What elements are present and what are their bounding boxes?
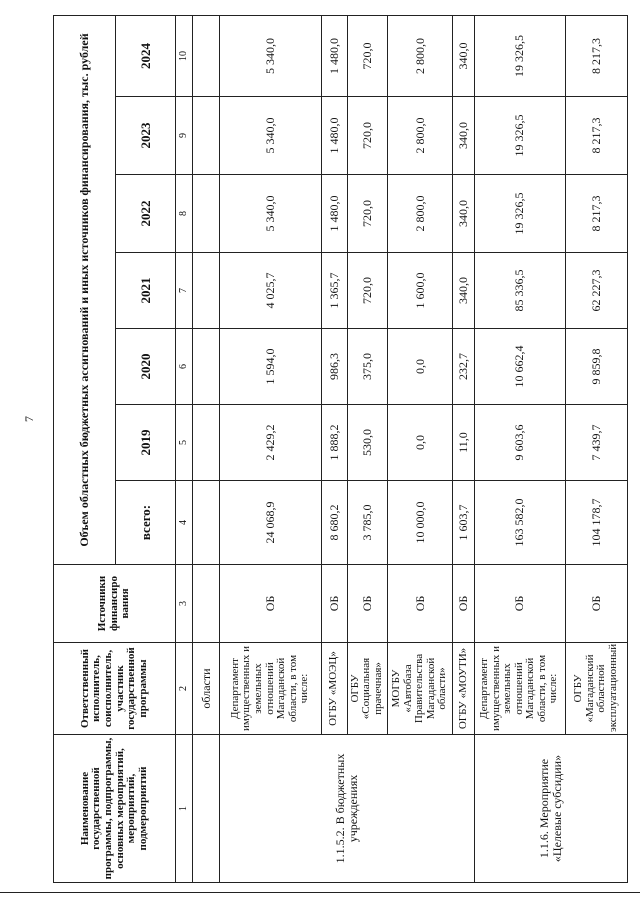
value-2019: 0,0: [387, 405, 452, 481]
value-2024: 19 326,5: [474, 16, 565, 97]
value-total: 10 000,0: [387, 481, 452, 565]
value-total: 1 603,7: [453, 481, 474, 565]
value-2023: 1 480,0: [321, 97, 347, 175]
value-2022: 340,0: [453, 175, 474, 253]
col-number: 10: [176, 16, 193, 97]
value-2019: 9 603,6: [474, 405, 565, 481]
value-2024: 340,0: [453, 16, 474, 97]
value-2020: 9 859,8: [565, 329, 627, 405]
col-number: 1: [176, 735, 193, 883]
value-2024: 8 217,3: [565, 16, 627, 97]
col-number: 4: [176, 481, 193, 565]
budget-table: [53, 15, 628, 883]
header-year-2023: 2023: [116, 97, 176, 175]
value-2024: 5 340,0: [219, 16, 321, 97]
value-2019: 11,0: [453, 405, 474, 481]
value-2020: 375,0: [347, 329, 387, 405]
source: ОБ: [219, 565, 321, 643]
header-total: всего:: [116, 481, 176, 565]
header-year-2019: 2019: [116, 405, 176, 481]
value-2022: 5 340,0: [219, 175, 321, 253]
value-2024: 1 480,0: [321, 16, 347, 97]
value-2023: 340,0: [453, 97, 474, 175]
value-2020: 986,3: [321, 329, 347, 405]
source: ОБ: [321, 565, 347, 643]
value-total: 163 582,0: [474, 481, 565, 565]
value-2020: 10 662,4: [474, 329, 565, 405]
program-name: 1.1.5.2. В бюджетных учреждениях: [219, 735, 474, 883]
value-2021: 720,0: [347, 253, 387, 329]
executor: Департамент имущественных и земельных отношений Магаданской области, в том числе:: [219, 643, 321, 735]
program-name: 1.1.6. Мероприятие «Целевые субсидии»: [474, 735, 627, 883]
executor: Департамент имущественных и земельных отношений Магаданской области, в том числе:: [474, 643, 565, 735]
executor: МОГБУ «Автобаза Правительства Магаданской области»: [387, 643, 452, 735]
rotated-table-wrapper: [53, 16, 628, 883]
source: ОБ: [565, 565, 627, 643]
value-2021: 1 600,0: [387, 253, 452, 329]
value-2023: 720,0: [347, 97, 387, 175]
page-number: 7: [22, 416, 36, 422]
header-year-2020: 2020: [116, 329, 176, 405]
bottom-rule: [0, 892, 640, 893]
col-number: 9: [176, 97, 193, 175]
source: ОБ: [387, 565, 452, 643]
value-2022: 19 326,5: [474, 175, 565, 253]
header-program: Наименование государственной программы, подпрограммы, основных мероприятий, мероприятий, подмероприятий: [54, 735, 176, 883]
value-2023: 5 340,0: [219, 97, 321, 175]
value-2023: 19 326,5: [474, 97, 565, 175]
source: ОБ: [474, 565, 565, 643]
executor: ОГБУ «Социальная прачечная»: [347, 643, 387, 735]
value-2021: 340,0: [453, 253, 474, 329]
value-2022: 1 480,0: [321, 175, 347, 253]
value-2019: 2 429,2: [219, 405, 321, 481]
col-number: 6: [176, 329, 193, 405]
col-number: 5: [176, 405, 193, 481]
col-number: 7: [176, 253, 193, 329]
value-2023: 2 800,0: [387, 97, 452, 175]
value-2024: 720,0: [347, 16, 387, 97]
value-2021: 62 227,3: [565, 253, 627, 329]
value-2022: 2 800,0: [387, 175, 452, 253]
value-2019: 530,0: [347, 405, 387, 481]
source: ОБ: [453, 565, 474, 643]
value-2022: 8 217,3: [565, 175, 627, 253]
header-executor: Ответственный исполнитель, соисполнитель, участник государственной программы: [54, 643, 176, 735]
value-2019: 7 439,7: [565, 405, 627, 481]
value-2021: 85 336,5: [474, 253, 565, 329]
value-2019: 1 888,2: [321, 405, 347, 481]
value-2022: 720,0: [347, 175, 387, 253]
header-year-2021: 2021: [116, 253, 176, 329]
value-2023: 8 217,3: [565, 97, 627, 175]
executor: ОГБУ «Магаданский областной эксплуатационный: [565, 643, 627, 735]
header-year-2022: 2022: [116, 175, 176, 253]
executor: ОГБУ «МОУТИ»: [453, 643, 474, 735]
table-row: [219, 16, 321, 883]
value-2021: 1 365,7: [321, 253, 347, 329]
col-number: 2: [176, 643, 193, 735]
value-total: 8 680,2: [321, 481, 347, 565]
col-number: 3: [176, 565, 193, 643]
header-volume: Объем областных бюджетных ассигнований и иных источников финансирования, тыс. рублей: [54, 16, 116, 565]
continuation-executor: области: [193, 643, 220, 735]
source: ОБ: [347, 565, 387, 643]
value-total: 24 068,9: [219, 481, 321, 565]
value-2020: 0,0: [387, 329, 452, 405]
executor: ОГБУ «МОЭЦ»: [321, 643, 347, 735]
value-total: 104 178,7: [565, 481, 627, 565]
value-2021: 4 025,7: [219, 253, 321, 329]
continuation-row: [193, 16, 220, 883]
value-2020: 232,7: [453, 329, 474, 405]
value-2024: 2 800,0: [387, 16, 452, 97]
value-2020: 1 594,0: [219, 329, 321, 405]
header-source: Источники финансиро вания: [54, 565, 176, 643]
value-total: 3 785,0: [347, 481, 387, 565]
table-row: [474, 16, 565, 883]
col-number: 8: [176, 175, 193, 253]
header-year-2024: 2024: [116, 16, 176, 97]
